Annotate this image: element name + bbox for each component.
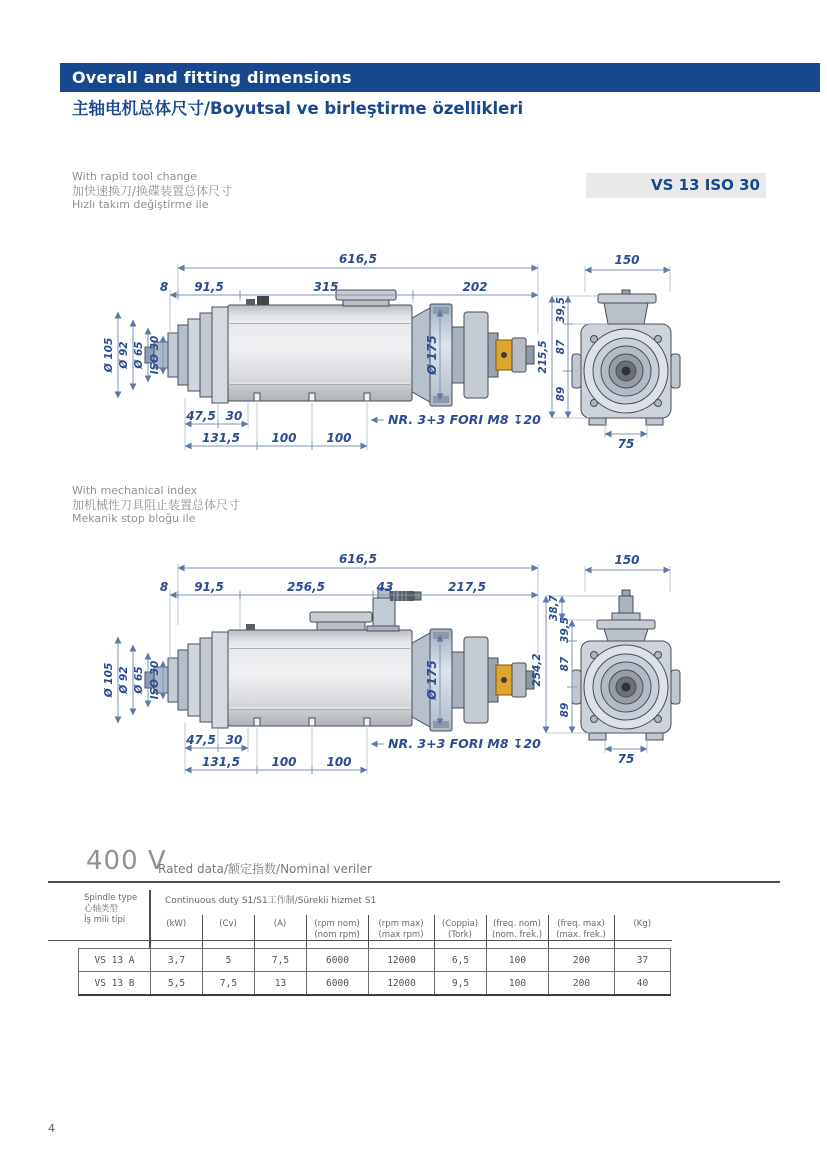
- dim-75: 75: [617, 437, 635, 451]
- mount-slot: [364, 393, 370, 401]
- col-freq-max: (freq. max) (max. frek.): [548, 915, 614, 948]
- dim-dia-105: Ø 105: [103, 337, 115, 373]
- dim-100a: 100: [271, 431, 297, 445]
- spindle-type: VS 13 B: [79, 972, 151, 996]
- dim-dia-65: Ø 65: [133, 341, 145, 369]
- col-rpm-nom: (rpm nom) (nom rpm): [306, 915, 368, 948]
- dim-iso30: ISO 30: [149, 660, 161, 700]
- section-title-bar: [60, 63, 820, 92]
- header-rule: [48, 940, 672, 941]
- note2-en: With mechanical index: [72, 484, 198, 497]
- dim-315: 315: [313, 280, 339, 294]
- dim-150: 150: [614, 253, 640, 267]
- mount-slot: [309, 718, 315, 726]
- mount-slot: [364, 718, 370, 726]
- page-title: Overall and fitting dimensions: [72, 68, 352, 87]
- dim-8: 8: [159, 580, 169, 594]
- dim-217-5: 217,5: [448, 580, 486, 594]
- spindle-end-view: [572, 590, 680, 740]
- dim-215-5: 215,5: [537, 340, 549, 374]
- dim-91-5: 91,5: [194, 280, 224, 294]
- note1-en: With rapid tool change: [72, 170, 198, 183]
- note-mechanical-index: [72, 484, 240, 526]
- tool-change-disc: [464, 637, 488, 723]
- tool-change-disc: [464, 312, 488, 398]
- note2-zh: 加机械性刀具阻止装置总体尺寸: [72, 498, 241, 512]
- mount-slot: [309, 393, 315, 401]
- dim-dia-175: Ø 175: [425, 660, 439, 700]
- dim-131-5: 131,5: [202, 755, 240, 769]
- sensor-block: [246, 624, 255, 630]
- col-a: (A): [254, 915, 306, 948]
- dim-total: 616,5: [339, 552, 377, 566]
- dim-100b: 100: [326, 431, 352, 445]
- col-freq-nom: (freq. nom) (nom. frek.): [486, 915, 548, 948]
- dim-47-5: 47,5: [186, 409, 216, 423]
- duty-header: Continuous duty S1/S1工作制/Sürekli hizmet S1: [165, 896, 377, 906]
- dim-dia-92: Ø 92: [118, 341, 130, 369]
- holes-note: NR. 3+3 FORI M8 ↧20: [388, 412, 541, 427]
- section-rule: [48, 881, 780, 883]
- unit-header-row: [78, 915, 670, 948]
- dim-total: 616,5: [339, 252, 377, 266]
- drawing-rapid-tool-change: [100, 250, 790, 465]
- holes-note: NR. 3+3 FORI M8 ↧20: [388, 736, 541, 751]
- col-torque: (Coppia) (Tork): [434, 915, 486, 948]
- page-subtitle: 主轴电机总体尺寸/Boyutsal ve birleştirme özellikleri: [72, 99, 524, 118]
- dim-202: 202: [462, 280, 488, 294]
- voltage-label: 400 V: [86, 846, 167, 876]
- dim-39-5: 39,5: [559, 617, 571, 643]
- dim-43: 43: [376, 580, 394, 594]
- drawing-mechanical-index: [100, 548, 790, 798]
- dim-87: 87: [559, 656, 571, 672]
- top-flange: [310, 612, 372, 622]
- col-cv: (Cv): [202, 915, 254, 948]
- dim-dia-92: Ø 92: [118, 666, 130, 694]
- spindle-side-view: [145, 589, 534, 731]
- spindle-type-header: Spindle type 心轴类型 İş mili tipi: [78, 890, 150, 948]
- table-row: VS 13 A 3,7 5 7,5 6000 12000 6,5 100 200 37: [79, 949, 671, 972]
- dim-256-5: 256,5: [287, 580, 325, 594]
- dim-30: 30: [225, 409, 243, 423]
- dim-100a: 100: [271, 755, 297, 769]
- index-stem: [619, 596, 633, 613]
- dim-150: 150: [614, 553, 640, 567]
- dim-8: 8: [159, 280, 169, 294]
- note1-zh: 加快速换刀/换碟装置总体尺寸: [72, 184, 233, 198]
- spindle-end-view: [572, 290, 680, 425]
- dim-89: 89: [559, 702, 571, 718]
- dim-87: 87: [555, 339, 567, 355]
- ratings-table-body: [78, 948, 671, 996]
- dim-254-2: 254,2: [531, 653, 543, 687]
- spindle-side-view: [145, 290, 534, 406]
- note-rapid-tool-change: [72, 170, 232, 212]
- dim-89: 89: [555, 386, 567, 402]
- note2-tr: Mekanik stop bloğu ile: [72, 512, 196, 525]
- dim-dia-175: Ø 175: [425, 335, 439, 375]
- sensor-block: [246, 299, 255, 305]
- col-kw: (kW): [166, 919, 187, 929]
- dim-131-5: 131,5: [202, 431, 240, 445]
- dim-39-5: 39,5: [555, 297, 567, 323]
- dim-100b: 100: [326, 755, 352, 769]
- page-number: 4: [48, 1122, 55, 1135]
- dim-iso30: ISO 30: [149, 335, 161, 375]
- dim-47-5: 47,5: [186, 733, 216, 747]
- dim-75: 75: [617, 752, 635, 766]
- mount-slot: [254, 718, 260, 726]
- connector-block: [257, 296, 269, 305]
- model-badge: VS 13 ISO 30: [586, 173, 766, 198]
- dim-30: 30: [225, 733, 243, 747]
- col-rpm-max: (rpm max) (max rpm): [368, 915, 434, 948]
- col-kg: (Kg): [614, 915, 670, 948]
- note1-tr: Hızlı takım değiştirme ile: [72, 198, 209, 211]
- dim-dia-105: Ø 105: [103, 662, 115, 698]
- dim-91-5: 91,5: [194, 580, 224, 594]
- index-cylinder: [373, 598, 395, 626]
- dim-38-7: 38,7: [548, 595, 560, 621]
- spindle-type: VS 13 A: [79, 949, 151, 972]
- dim-dia-65: Ø 65: [133, 666, 145, 694]
- rated-data-caption: Rated data/额定指数/Nominal veriler: [158, 862, 372, 876]
- mount-slot: [254, 393, 260, 401]
- table-row: VS 13 B 5,5 7,5 13 6000 12000 9,5 100 200 40: [79, 972, 671, 996]
